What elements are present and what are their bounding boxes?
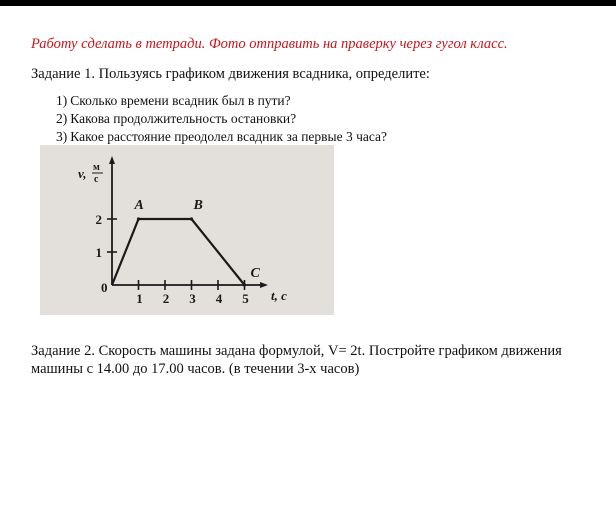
- top-border: [0, 0, 616, 6]
- question-text: Сколько времени всадник был в пути?: [70, 93, 291, 108]
- question-item: [56, 111, 296, 127]
- question-number: 3): [56, 129, 68, 144]
- x-tick-label: 3: [189, 291, 196, 306]
- point-label: B: [193, 198, 203, 213]
- question-number: 1): [56, 93, 68, 108]
- question-item: [56, 93, 291, 109]
- x-axis-label: t, с: [271, 288, 287, 303]
- y-unit-numerator: м: [93, 162, 100, 173]
- task2-text: Задание 2. Скорость машины задана формулой, V= 2t. Постройте графиком движения машины с 14.00 до 17.00 часов. (в течении 3-х часов): [31, 343, 562, 377]
- y-unit-denominator: с: [94, 174, 99, 185]
- x-tick-label: 2: [162, 291, 170, 306]
- y-axis-arrow: [109, 156, 115, 164]
- tick-group: [96, 212, 250, 306]
- question-item: [56, 129, 387, 145]
- y-tick-label: 2: [95, 212, 102, 227]
- y-tick-label: 1: [95, 245, 102, 260]
- x-tick-label: 1: [136, 291, 143, 306]
- x-tick-label: 4: [215, 291, 223, 306]
- x-tick-label: 5: [242, 291, 249, 306]
- velocity-series-line: [112, 219, 245, 285]
- data-point: [243, 283, 246, 286]
- task1-title: Задание 1. Пользуясь графиком движения всадника, определите:: [31, 66, 430, 82]
- velocity-graph-svg: [40, 145, 334, 315]
- instruction-text: Работу сделать в тетради. Фото отправить на праверку через гугол класс.: [31, 36, 508, 52]
- x-axis-arrow: [260, 282, 268, 288]
- point-label: C: [250, 266, 260, 281]
- y-axis-label: v,: [78, 166, 87, 181]
- question-number: 2): [56, 111, 68, 126]
- series-group: [112, 198, 261, 287]
- point-label: A: [134, 198, 144, 213]
- data-point: [190, 217, 193, 220]
- velocity-graph: [40, 145, 334, 315]
- question-text: Какова продолжительность остановки?: [70, 111, 297, 126]
- data-point: [137, 217, 140, 220]
- origin-label: 0: [101, 280, 108, 295]
- question-text: Какое расстояние преодолел всадник за первые 3 часа?: [70, 129, 388, 144]
